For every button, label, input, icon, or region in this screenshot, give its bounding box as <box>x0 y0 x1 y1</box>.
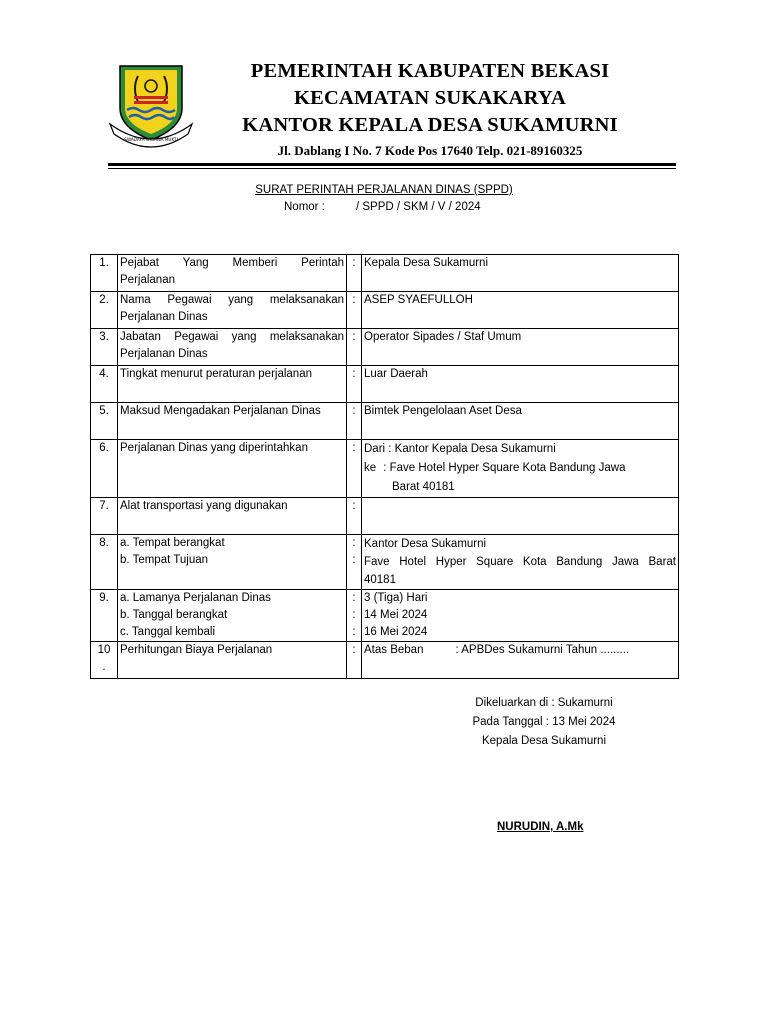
document-title: SURAT PERINTAH PERJALANAN DINAS (SPPD) <box>255 184 513 196</box>
budget-source: : APBDes Sukamurni Tahun ......... <box>455 644 630 656</box>
row-value: Luar Daerah <box>362 366 679 403</box>
row-number: 6. <box>91 440 118 498</box>
travel-from: Dari : Kantor Kepala Desa Sukamurni <box>364 443 556 455</box>
row-value: Operator Sipades / Staf Umum <box>362 329 679 366</box>
row-label-line: Pejabat Yang Memberi Perintah <box>120 257 344 269</box>
row-label-line: a. Lamanya Perjalanan Dinas <box>120 592 271 604</box>
travel-to-destination: : Fave Hotel Hyper Square Kota Bandung Jawa <box>383 462 626 474</box>
colon-line: : <box>352 592 356 604</box>
colon-line: : <box>352 609 356 621</box>
return-date: 16 Mei 2024 <box>364 626 428 638</box>
signature-block <box>454 694 634 751</box>
signer-position: Kepala Desa Sukamurni <box>481 735 606 747</box>
colon-line: : <box>352 537 356 549</box>
row-value <box>362 498 679 535</box>
row-number: 4. <box>91 366 118 403</box>
letterhead-rule-thin <box>108 168 676 169</box>
row-number: 2. <box>91 292 118 329</box>
row-value <box>362 535 679 590</box>
row-label-line: Perjalanan Dinas <box>120 348 208 360</box>
table-row <box>91 329 679 366</box>
document-number-value: / SPPD / SKM / V / 2024 <box>356 201 481 213</box>
row-colon <box>347 535 362 590</box>
table-row <box>91 642 679 679</box>
row-label: Tingkat menurut peraturan perjalanan <box>118 366 347 403</box>
row-number-line: 10 <box>97 644 111 656</box>
document-number-label: Nomor : <box>284 201 325 213</box>
row-value <box>362 642 679 679</box>
row-label <box>118 292 347 329</box>
row-label <box>118 329 347 366</box>
row-number: 5. <box>91 403 118 440</box>
row-label <box>118 535 347 590</box>
sppd-table <box>90 254 679 679</box>
row-colon: : <box>347 403 362 440</box>
row-number: 1. <box>91 255 118 292</box>
row-value <box>362 440 679 498</box>
row-label: Alat transportasi yang digunakan <box>118 498 347 535</box>
row-label: Perjalanan Dinas yang diperintahkan <box>118 440 347 498</box>
issued-at: Dikeluarkan di : Sukamurni <box>475 697 613 709</box>
destination-place: Fave Hotel Hyper Square Kota Bandung Jawa Barat <box>364 556 676 568</box>
document-number <box>284 201 481 213</box>
departure-date: 14 Mei 2024 <box>364 609 428 621</box>
row-label-line: Perjalanan <box>120 274 175 286</box>
row-colon: : <box>347 329 362 366</box>
letterhead-line-3: KANTOR KEPALA DESA SUKAMURNI <box>242 114 618 136</box>
row-value: Kepala Desa Sukamurni <box>362 255 679 292</box>
travel-to-continued: Barat 40181 <box>392 481 455 493</box>
colon-line: : <box>352 554 356 566</box>
row-colon: : <box>347 255 362 292</box>
row-number: 9. <box>91 590 118 642</box>
signer-name: NURUDIN, A.Mk <box>497 821 584 833</box>
table-row <box>91 292 679 329</box>
row-label: Perhitungan Biaya Perjalanan <box>118 642 347 679</box>
row-colon: : <box>347 642 362 679</box>
row-label-line: Perjalanan Dinas <box>120 311 208 323</box>
letterhead-rule-thick <box>108 163 676 166</box>
row-colon: : <box>347 498 362 535</box>
row-label: Maksud Mengadakan Perjalanan Dinas <box>118 403 347 440</box>
budget-label: Atas Beban <box>364 644 424 656</box>
row-colon: : <box>347 440 362 498</box>
letterhead <box>200 58 660 162</box>
row-colon <box>347 590 362 642</box>
row-number-line: . <box>102 661 106 673</box>
row-label-line: c. Tanggal kembali <box>120 626 216 638</box>
row-number <box>91 642 118 679</box>
row-colon: : <box>347 366 362 403</box>
row-value <box>362 590 679 642</box>
colon-line: : <box>352 626 356 638</box>
row-label-line: b. Tempat Tujuan <box>120 554 209 566</box>
row-label <box>118 255 347 292</box>
departure-place: Kantor Desa Sukamurni <box>364 538 487 550</box>
issued-date: Pada Tanggal : 13 Mei 2024 <box>472 716 616 728</box>
letterhead-address: Jl. Dablang I No. 7 Kode Pos 17640 Telp. 021-89160325 <box>277 143 583 158</box>
row-value: Bimtek Pengelolaan Aset Desa <box>362 403 679 440</box>
kabupaten-bekasi-emblem <box>108 62 194 150</box>
destination-place-continued: 40181 <box>364 574 396 586</box>
table-row <box>91 440 679 498</box>
travel-to <box>364 459 676 478</box>
table-row <box>91 590 679 642</box>
row-number: 7. <box>91 498 118 535</box>
table-row <box>91 535 679 590</box>
letterhead-line-1: PEMERINTAH KABUPATEN BEKASI <box>250 60 610 82</box>
row-value: ASEP SYAEFULLOH <box>362 292 679 329</box>
table-row <box>91 255 679 292</box>
trip-duration: 3 (Tiga) Hari <box>364 592 428 604</box>
row-label <box>118 590 347 642</box>
row-colon: : <box>347 292 362 329</box>
letterhead-line-2: KECAMATAN SUKAKARYA <box>293 87 567 109</box>
row-label-line: Nama Pegawai yang melaksanakan <box>120 294 344 306</box>
row-number: 3. <box>91 329 118 366</box>
row-label-line: a. Tempat berangkat <box>120 537 225 549</box>
table-row <box>91 366 679 403</box>
row-label-line: Jabatan Pegawai yang melaksanakan <box>120 331 344 343</box>
table-row <box>91 498 679 535</box>
row-label-line: b. Tanggal berangkat <box>120 609 228 621</box>
travel-to-prefix: ke <box>364 462 377 474</box>
table-row <box>91 403 679 440</box>
emblem-motto: SWADAYA WIBAWA MUKTI <box>124 137 178 142</box>
row-number: 8. <box>91 535 118 590</box>
